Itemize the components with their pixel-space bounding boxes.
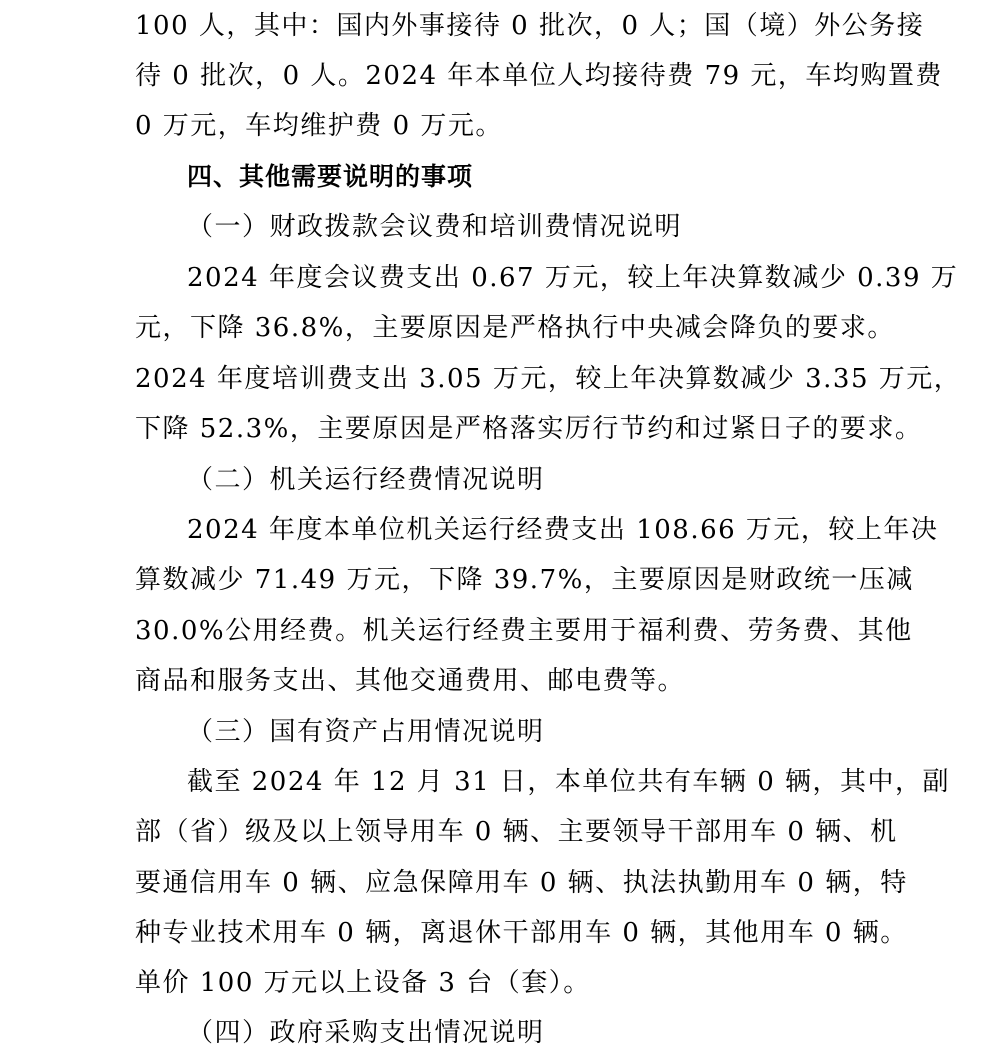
paragraph-line: 2024 年度会议费支出 0.67 万元，较上年决算数减少 0.39 万 bbox=[187, 263, 959, 293]
subsection-heading: （三）国有资产占用情况说明 bbox=[187, 717, 545, 747]
paragraph-line: 100 人，其中：国内外事接待 0 批次，0 人；国（境）外公务接 bbox=[135, 11, 925, 41]
paragraph-line: 2024 年度培训费支出 3.05 万元，较上年决算数减少 3.35 万元， bbox=[135, 364, 962, 394]
paragraph-line: 算数减少 71.49 万元，下降 39.7%，主要原因是财政统一压减 bbox=[135, 565, 914, 595]
paragraph-line: 截至 2024 年 12 月 31 日，本单位共有车辆 0 辆，其中，副 bbox=[187, 767, 950, 797]
paragraph-line: 要通信用车 0 辆、应急保障用车 0 辆、执法执勤用车 0 辆，特 bbox=[135, 868, 908, 898]
section-heading: 四、其他需要说明的事项 bbox=[187, 162, 474, 191]
paragraph-line: 元，下降 36.8%，主要原因是严格执行中央减会降负的要求。 bbox=[135, 313, 895, 343]
paragraph-line: 下降 52.3%，主要原因是严格落实厉行节约和过紧日子的要求。 bbox=[135, 414, 923, 444]
paragraph-line: 商品和服务支出、其他交通费用、邮电费等。 bbox=[135, 666, 686, 696]
paragraph-line: 待 0 批次，0 人。2024 年本单位人均接待费 79 元，车均购置费 bbox=[135, 61, 943, 91]
paragraph-line: 部（省）级及以上领导用车 0 辆、主要领导干部用车 0 辆、机 bbox=[135, 817, 898, 847]
paragraph-line: 单价 100 万元以上设备 3 台（套）。 bbox=[135, 968, 591, 998]
paragraph-line: 种专业技术用车 0 辆，离退休干部用车 0 辆，其他用车 0 辆。 bbox=[135, 918, 908, 948]
subsection-heading: （四）政府采购支出情况说明 bbox=[187, 1018, 545, 1048]
paragraph-line: 2024 年度本单位机关运行经费支出 108.66 万元，较上年决 bbox=[187, 515, 939, 545]
subsection-heading: （二）机关运行经费情况说明 bbox=[187, 465, 545, 495]
paragraph-line: 30.0%公用经费。机关运行经费主要用于福利费、劳务费、其他 bbox=[135, 616, 913, 646]
subsection-heading: （一）财政拨款会议费和培训费情况说明 bbox=[187, 212, 683, 242]
paragraph-line: 0 万元，车均维护费 0 万元。 bbox=[135, 111, 503, 141]
